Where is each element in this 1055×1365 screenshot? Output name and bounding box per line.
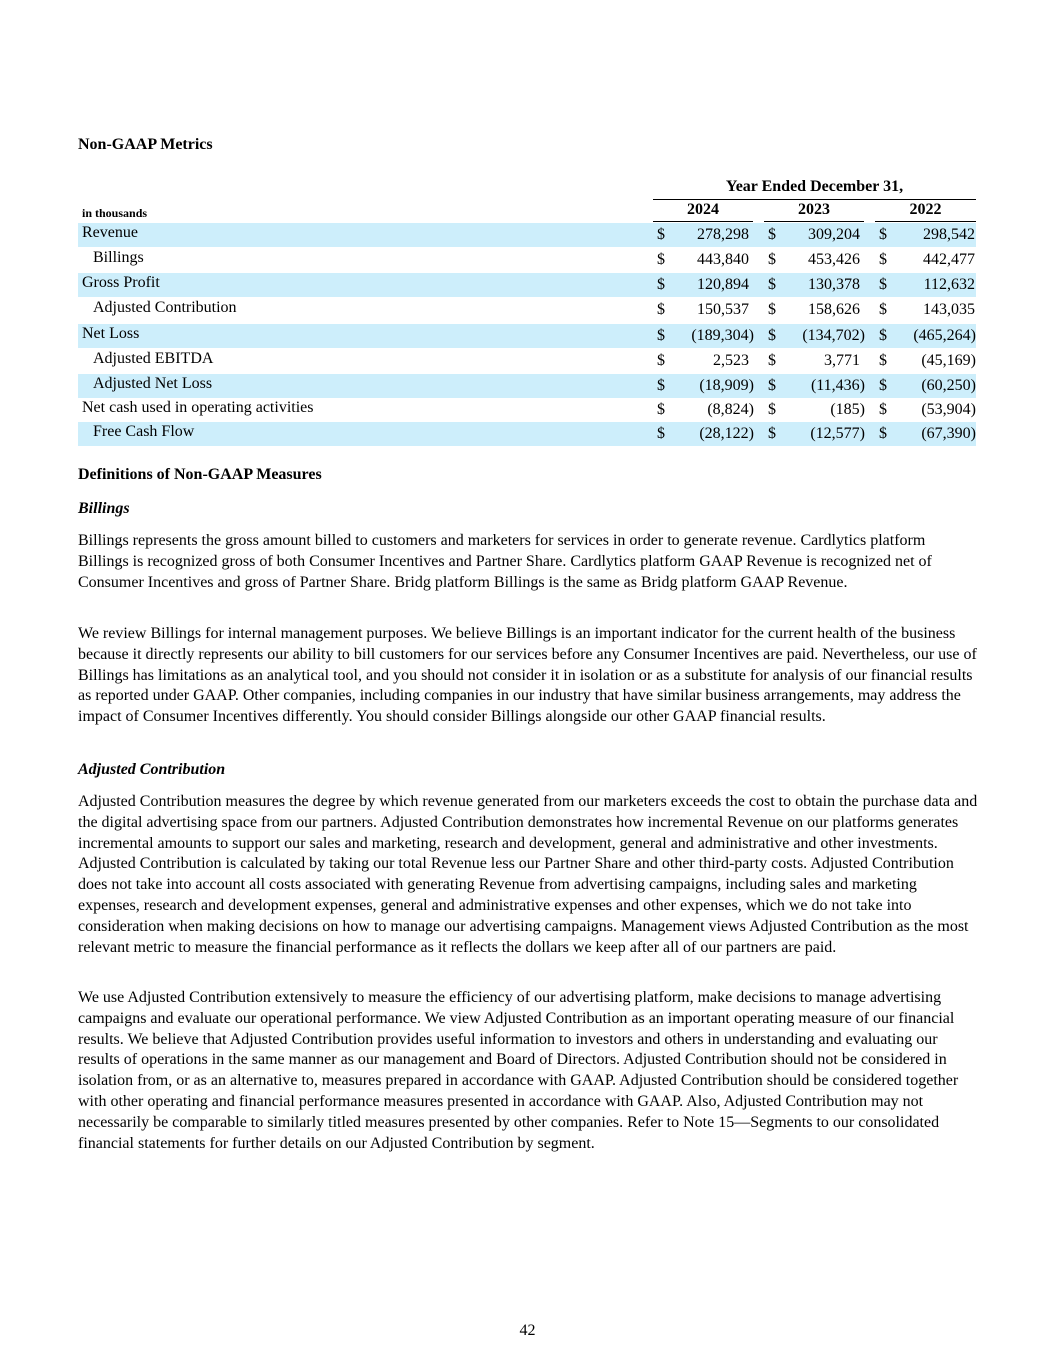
table-row bbox=[78, 374, 976, 398]
row-label: Gross Profit bbox=[82, 274, 160, 291]
cell-value: (60,250) bbox=[921, 377, 976, 394]
cell-value: 2,523 bbox=[713, 352, 749, 369]
currency-symbol: $ bbox=[768, 401, 776, 418]
cell-value: (18,909) bbox=[699, 377, 754, 394]
cell-value: 143,035 bbox=[923, 301, 975, 318]
cell-value: (185) bbox=[830, 401, 865, 418]
currency-symbol: $ bbox=[768, 352, 776, 369]
cell-value: 158,626 bbox=[808, 301, 860, 318]
currency-symbol: $ bbox=[879, 276, 887, 293]
cell-value: 130,378 bbox=[808, 276, 860, 293]
currency-symbol: $ bbox=[657, 352, 665, 369]
currency-symbol: $ bbox=[768, 425, 776, 442]
row-label: Billings bbox=[93, 249, 144, 266]
section-title: Non-GAAP Metrics bbox=[78, 136, 213, 153]
row-label: Adjusted Contribution bbox=[93, 299, 237, 316]
currency-symbol: $ bbox=[879, 352, 887, 369]
cell-value: 298,542 bbox=[923, 226, 975, 243]
cell-value: 150,537 bbox=[697, 301, 749, 318]
cell-value: (67,390) bbox=[921, 425, 976, 442]
currency-symbol: $ bbox=[657, 401, 665, 418]
cell-value: 112,632 bbox=[923, 276, 975, 293]
currency-symbol: $ bbox=[657, 276, 665, 293]
currency-symbol: $ bbox=[879, 251, 887, 268]
cell-value: 120,894 bbox=[697, 276, 749, 293]
table-row bbox=[78, 298, 976, 322]
table-row bbox=[78, 324, 976, 348]
row-label: Net cash used in operating activities bbox=[82, 399, 314, 416]
cell-value: (189,304) bbox=[691, 327, 754, 344]
table-row bbox=[78, 398, 976, 422]
cell-value: (465,264) bbox=[913, 327, 976, 344]
row-label: Adjusted Net Loss bbox=[93, 375, 213, 392]
billings-paragraph-2: We review Billings for internal management purposes. We believe Billings is an important indicator for the current health of the business because it directly represents our ability to bill customers for our services before any Consumer Incentives are paid. Nevertheless, our use of Billings has limitations as an analytical tool, and you should not consider it in isolation or as a substitute for analysis of our financial results as reported under GAAP. Other companies, including companies in our industry that have similar business arrangements, may address the impact of Consumer Incentives differently. You should consider Billings alongside our other GAAP financial results. bbox=[78, 625, 977, 726]
adjusted-contribution-subtitle: Adjusted Contribution bbox=[78, 761, 226, 778]
currency-symbol: $ bbox=[657, 251, 665, 268]
currency-symbol: $ bbox=[657, 377, 665, 394]
currency-symbol: $ bbox=[768, 301, 776, 318]
currency-symbol: $ bbox=[768, 226, 776, 243]
currency-symbol: $ bbox=[657, 301, 665, 318]
definitions-title: Definitions of Non-GAAP Measures bbox=[78, 466, 322, 483]
column-header-row bbox=[78, 199, 976, 223]
year-header-2023: 2023 bbox=[764, 199, 864, 222]
table-row bbox=[78, 223, 976, 247]
cell-value: 443,840 bbox=[697, 251, 749, 268]
cell-value: 278,298 bbox=[697, 226, 749, 243]
billings-subtitle: Billings bbox=[78, 500, 130, 517]
row-label: Net Loss bbox=[82, 325, 140, 342]
table-row bbox=[78, 349, 976, 373]
cell-value: (12,577) bbox=[810, 425, 865, 442]
period-header: Year Ended December 31, bbox=[653, 176, 976, 200]
currency-symbol: $ bbox=[768, 377, 776, 394]
year-header-2022: 2022 bbox=[875, 199, 976, 222]
currency-symbol: $ bbox=[879, 226, 887, 243]
cell-value: 309,204 bbox=[808, 226, 860, 243]
row-label: Free Cash Flow bbox=[93, 423, 195, 440]
currency-symbol: $ bbox=[879, 301, 887, 318]
row-label: Adjusted EBITDA bbox=[93, 350, 214, 367]
currency-symbol: $ bbox=[879, 401, 887, 418]
cell-value: 3,771 bbox=[824, 352, 860, 369]
cell-value: (8,824) bbox=[707, 401, 754, 418]
adjusted-contribution-paragraph-2: We use Adjusted Contribution extensively to measure the efficiency of our advertising platform, make decisions to manage advertising campaigns and evaluate our operational performance. We view Adjusted Contribution as an important operating measure of our financial results. We believe that Adjusted Contribution provides useful information to investors and others in understanding and evaluating our results of operations in the same manner as our management and Board of Directors. Adjusted Contribution should not be considered in isolation from, or as an alternative to, measures prepared in accordance with GAAP. Adjusted Contribution should be considered together with other operating and financial performance measures presented in accordance with GAAP. Also, Adjusted Contribution may not necessarily be comparable to similarly titled measures presented by other companies. Refer to Note 15—Segments to our consolidated financial statements for further details on our Adjusted Contribution by segment. bbox=[78, 989, 959, 1152]
cell-value: (53,904) bbox=[921, 401, 976, 418]
currency-symbol: $ bbox=[879, 327, 887, 344]
currency-symbol: $ bbox=[657, 327, 665, 344]
cell-value: (28,122) bbox=[699, 425, 754, 442]
year-header-2024: 2024 bbox=[653, 199, 753, 222]
row-label: Revenue bbox=[82, 224, 138, 241]
billings-paragraph-1: Billings represents the gross amount billed to customers and marketers for services in order to generate revenue. Cardlytics platform Billings is recognized gross of both Consumer Incentives and Partner Share. Cardlytics platform GAAP Revenue is recognized net of Consumer Incentives and gross of Partner Share. Bridg platform Billings is the same as Bridg platform GAAP Revenue. bbox=[78, 532, 932, 591]
currency-symbol: $ bbox=[768, 251, 776, 268]
page-number: 42 bbox=[519, 1322, 536, 1339]
currency-symbol: $ bbox=[879, 425, 887, 442]
currency-symbol: $ bbox=[657, 226, 665, 243]
cell-value: 442,477 bbox=[923, 251, 975, 268]
cell-value: (45,169) bbox=[921, 352, 976, 369]
unit-label: in thousands bbox=[82, 206, 148, 220]
cell-value: (11,436) bbox=[810, 377, 865, 394]
table-row bbox=[78, 273, 976, 297]
cell-value: 453,426 bbox=[808, 251, 860, 268]
table-row bbox=[78, 422, 976, 446]
currency-symbol: $ bbox=[768, 276, 776, 293]
currency-symbol: $ bbox=[657, 425, 665, 442]
cell-value: (134,702) bbox=[802, 327, 865, 344]
table-row bbox=[78, 248, 976, 272]
currency-symbol: $ bbox=[768, 327, 776, 344]
currency-symbol: $ bbox=[879, 377, 887, 394]
adjusted-contribution-paragraph-1: Adjusted Contribution measures the degree by which revenue generated from our marketers exceeds the cost to obtain the purchase data and the digital advertising space from our partners. Adjusted Contribution demonstrates how incremental Revenue on our platforms generates incremental amounts to support our sales and marketing, research and development, general and administrative and other investments. Adjusted Contribution is calculated by taking our total Revenue less our Partner Share and other third-party costs. Adjusted Contribution does not take into account all costs associated with generating Revenue from advertising campaigns, including sales and marketing expenses, research and development expenses, general and administrative expenses and other expenses, which we do not take into consideration when making decisions on how to manage our advertising campaigns. Management views Adjusted Contribution as the most relevant metric to measure the financial performance as it reflects the dollars we keep after all of our partners are paid. bbox=[78, 793, 978, 956]
